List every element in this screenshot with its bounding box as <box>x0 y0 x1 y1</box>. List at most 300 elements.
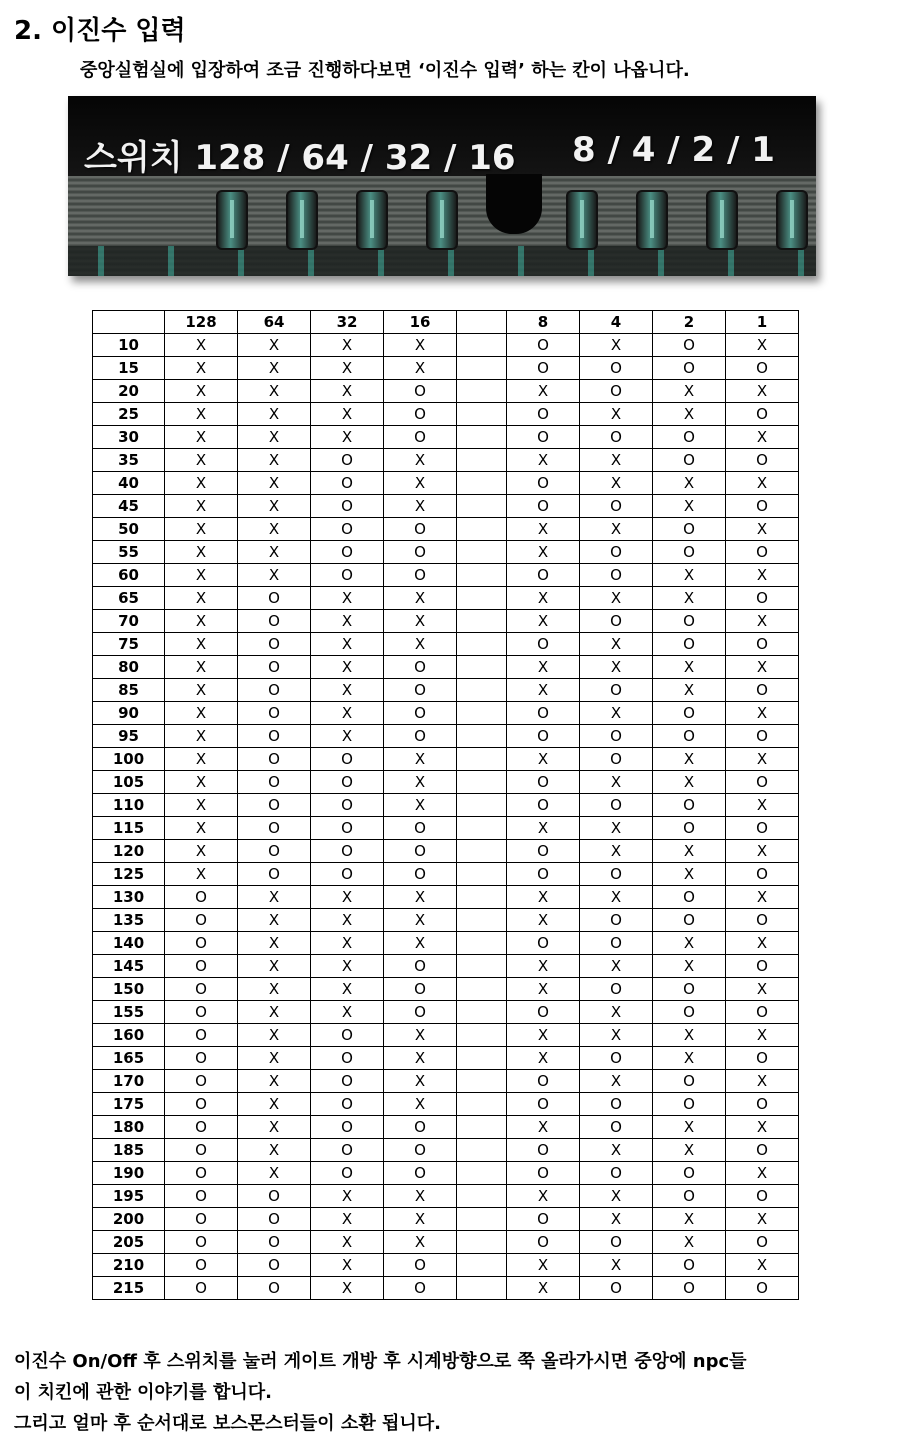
spacer-cell <box>457 1277 507 1300</box>
spacer-cell <box>457 587 507 610</box>
switch-state-cell: X <box>507 656 580 679</box>
switch-state-cell: X <box>653 1208 726 1231</box>
row-value-cell: 135 <box>93 909 165 932</box>
switch-state-cell: X <box>311 978 384 1001</box>
switch-state-cell: X <box>507 978 580 1001</box>
row-value-cell: 105 <box>93 771 165 794</box>
switch-state-cell: O <box>507 472 580 495</box>
switch-state-cell: X <box>580 656 653 679</box>
table-row <box>93 1162 799 1185</box>
switch-state-cell: O <box>726 541 799 564</box>
switch-state-cell: O <box>507 426 580 449</box>
switch-state-cell: O <box>165 1139 238 1162</box>
table-row <box>93 334 799 357</box>
switch-state-cell: X <box>311 1185 384 1208</box>
switch-state-cell: X <box>384 1024 457 1047</box>
switch-state-cell: X <box>238 495 311 518</box>
switch-state-cell: O <box>384 863 457 886</box>
spacer-cell <box>457 1254 507 1277</box>
switch-state-cell: O <box>165 1208 238 1231</box>
switch-state-cell: O <box>653 1093 726 1116</box>
spacer-cell <box>457 633 507 656</box>
spacer-cell <box>457 518 507 541</box>
switch-state-cell: X <box>726 748 799 771</box>
switch-state-cell: O <box>507 357 580 380</box>
switch-state-cell: X <box>384 1185 457 1208</box>
row-value-cell: 145 <box>93 955 165 978</box>
spacer-cell <box>457 886 507 909</box>
switch-state-cell: X <box>580 1070 653 1093</box>
switch-state-cell: O <box>580 380 653 403</box>
footer-text <box>14 1346 747 1439</box>
switch-state-cell: O <box>726 1231 799 1254</box>
switch-state-cell: O <box>384 1254 457 1277</box>
row-value-cell: 60 <box>93 564 165 587</box>
row-value-cell: 10 <box>93 334 165 357</box>
table-row <box>93 495 799 518</box>
switch-state-cell: X <box>580 633 653 656</box>
switch-state-cell: O <box>580 426 653 449</box>
switch-state-cell: O <box>507 495 580 518</box>
row-value-cell: 165 <box>93 1047 165 1070</box>
switch-state-cell: X <box>653 1024 726 1047</box>
switch-state-cell: X <box>238 449 311 472</box>
switch-state-cell: O <box>507 1231 580 1254</box>
switch-state-cell: O <box>238 1231 311 1254</box>
switch-state-cell: X <box>384 1093 457 1116</box>
table-row <box>93 357 799 380</box>
table-row <box>93 1024 799 1047</box>
spacer-cell <box>457 771 507 794</box>
table-row <box>93 1139 799 1162</box>
switch-pillar-icon <box>706 190 738 250</box>
switch-state-cell: X <box>384 771 457 794</box>
switch-state-cell: X <box>580 1208 653 1231</box>
switch-state-cell: X <box>238 357 311 380</box>
switch-state-cell: X <box>580 1001 653 1024</box>
switch-pillar-icon <box>216 190 248 250</box>
switch-state-cell: X <box>165 633 238 656</box>
switch-state-cell: O <box>580 863 653 886</box>
row-value-cell: 45 <box>93 495 165 518</box>
table-row <box>93 1001 799 1024</box>
switch-state-cell: X <box>653 587 726 610</box>
row-value-cell: 95 <box>93 725 165 748</box>
switch-state-cell: O <box>507 1070 580 1093</box>
switch-state-cell: X <box>726 840 799 863</box>
switch-state-cell: X <box>653 403 726 426</box>
switch-state-cell: O <box>311 1139 384 1162</box>
switch-state-cell: O <box>507 1139 580 1162</box>
table-row <box>93 1277 799 1300</box>
switch-state-cell: X <box>238 886 311 909</box>
switch-state-cell: X <box>653 955 726 978</box>
switch-state-cell: O <box>165 932 238 955</box>
switch-state-cell: X <box>507 587 580 610</box>
switch-state-cell: O <box>238 1254 311 1277</box>
switch-state-cell: X <box>165 725 238 748</box>
switch-state-cell: O <box>165 1162 238 1185</box>
switch-state-cell: X <box>507 1024 580 1047</box>
switch-state-cell: X <box>726 932 799 955</box>
switch-state-cell: O <box>507 840 580 863</box>
table-row <box>93 748 799 771</box>
switch-state-cell: O <box>507 863 580 886</box>
header-cell: 16 <box>384 311 457 334</box>
switch-state-cell: X <box>580 1139 653 1162</box>
switch-state-cell: X <box>384 886 457 909</box>
spacer-cell <box>457 932 507 955</box>
switch-state-cell: X <box>726 978 799 1001</box>
switch-state-cell: O <box>311 449 384 472</box>
spacer-cell <box>457 840 507 863</box>
header-cell: 1 <box>726 311 799 334</box>
switch-state-cell: O <box>165 909 238 932</box>
switch-state-cell: X <box>165 817 238 840</box>
spacer-cell <box>457 863 507 886</box>
switch-state-cell: X <box>384 794 457 817</box>
switch-state-cell: X <box>311 886 384 909</box>
switch-state-cell: O <box>653 1070 726 1093</box>
switch-state-cell: O <box>165 1070 238 1093</box>
switch-state-cell: O <box>311 771 384 794</box>
spacer-cell <box>457 1047 507 1070</box>
table-row <box>93 1093 799 1116</box>
header-cell: 64 <box>238 311 311 334</box>
switch-state-cell: O <box>238 725 311 748</box>
switch-state-cell: X <box>311 1231 384 1254</box>
switch-state-cell: X <box>165 840 238 863</box>
switch-state-cell: X <box>384 748 457 771</box>
switch-state-cell: O <box>311 1047 384 1070</box>
switch-state-cell: O <box>507 633 580 656</box>
switch-state-cell: O <box>311 748 384 771</box>
switch-state-cell: O <box>384 1116 457 1139</box>
switch-state-cell: X <box>580 1024 653 1047</box>
switch-state-cell: O <box>653 725 726 748</box>
switch-state-cell: O <box>311 564 384 587</box>
row-value-cell: 65 <box>93 587 165 610</box>
switch-state-cell: O <box>165 1231 238 1254</box>
switch-state-cell: O <box>580 978 653 1001</box>
spacer-cell <box>457 748 507 771</box>
switch-state-cell: X <box>311 1254 384 1277</box>
switch-state-cell: X <box>653 1231 726 1254</box>
switch-state-cell: O <box>653 633 726 656</box>
row-value-cell: 20 <box>93 380 165 403</box>
switch-state-cell: X <box>580 449 653 472</box>
switch-state-cell: O <box>726 771 799 794</box>
table-row <box>93 587 799 610</box>
spacer-cell <box>457 541 507 564</box>
row-value-cell: 100 <box>93 748 165 771</box>
switch-state-cell: X <box>165 426 238 449</box>
binary-switch-table <box>92 310 799 1300</box>
switch-state-cell: X <box>165 656 238 679</box>
switch-state-cell: O <box>580 1093 653 1116</box>
row-value-cell: 115 <box>93 817 165 840</box>
switch-state-cell: X <box>653 495 726 518</box>
switch-state-cell: O <box>653 817 726 840</box>
row-value-cell: 150 <box>93 978 165 1001</box>
switch-state-cell: O <box>580 909 653 932</box>
switch-state-cell: X <box>311 679 384 702</box>
switch-state-cell: O <box>165 1047 238 1070</box>
row-value-cell: 110 <box>93 794 165 817</box>
switch-state-cell: X <box>726 886 799 909</box>
table-row <box>93 564 799 587</box>
switch-state-cell: X <box>311 656 384 679</box>
switch-state-cell: O <box>384 1001 457 1024</box>
table-row <box>93 1208 799 1231</box>
banner-floor-lights <box>68 246 816 276</box>
switch-state-cell: O <box>384 541 457 564</box>
row-value-cell: 175 <box>93 1093 165 1116</box>
switch-state-cell: X <box>384 610 457 633</box>
switch-state-cell: O <box>384 679 457 702</box>
row-value-cell: 210 <box>93 1254 165 1277</box>
switch-state-cell: O <box>238 610 311 633</box>
switch-state-cell: X <box>653 472 726 495</box>
switch-state-cell: X <box>311 1277 384 1300</box>
switch-state-cell: X <box>165 518 238 541</box>
table-row <box>93 1070 799 1093</box>
banner-center-notch <box>486 174 542 234</box>
switch-state-cell: O <box>726 909 799 932</box>
switch-state-cell: O <box>653 1185 726 1208</box>
row-value-cell: 120 <box>93 840 165 863</box>
switch-state-cell: O <box>507 403 580 426</box>
switch-state-cell: O <box>726 817 799 840</box>
table-row <box>93 817 799 840</box>
switch-state-cell: O <box>384 702 457 725</box>
switch-state-cell: X <box>726 1254 799 1277</box>
spacer-cell <box>457 495 507 518</box>
switch-state-cell: X <box>165 702 238 725</box>
switch-state-cell: X <box>384 334 457 357</box>
table-row <box>93 771 799 794</box>
switch-state-cell: X <box>165 863 238 886</box>
switch-state-cell: X <box>311 403 384 426</box>
switch-state-cell: O <box>653 518 726 541</box>
switch-state-cell: X <box>726 702 799 725</box>
switch-state-cell: O <box>165 1001 238 1024</box>
switch-state-cell: O <box>653 794 726 817</box>
switch-state-cell: O <box>653 610 726 633</box>
switch-state-cell: O <box>238 1185 311 1208</box>
switch-state-cell: O <box>238 679 311 702</box>
switch-state-cell: X <box>580 840 653 863</box>
switch-state-cell: O <box>653 334 726 357</box>
switch-state-cell: X <box>238 380 311 403</box>
switch-state-cell: X <box>311 357 384 380</box>
spacer-cell <box>457 1208 507 1231</box>
switch-pillar-icon <box>426 190 458 250</box>
switch-state-cell: O <box>311 1116 384 1139</box>
switch-state-cell: X <box>238 1162 311 1185</box>
switch-state-cell: O <box>653 449 726 472</box>
switch-state-cell: O <box>653 426 726 449</box>
switch-state-cell: X <box>238 518 311 541</box>
switch-state-cell: X <box>238 1024 311 1047</box>
switch-state-cell: O <box>238 748 311 771</box>
switch-state-cell: X <box>580 518 653 541</box>
switch-state-cell: O <box>580 748 653 771</box>
switch-state-cell: X <box>580 334 653 357</box>
switch-state-cell: X <box>165 564 238 587</box>
switch-state-cell: O <box>311 518 384 541</box>
switch-state-cell: X <box>507 679 580 702</box>
switch-state-cell: X <box>311 587 384 610</box>
switch-state-cell: X <box>384 495 457 518</box>
table-row <box>93 472 799 495</box>
row-value-cell: 85 <box>93 679 165 702</box>
switch-state-cell: X <box>580 1185 653 1208</box>
row-value-cell: 190 <box>93 1162 165 1185</box>
switch-state-cell: O <box>726 725 799 748</box>
spacer-cell <box>457 1139 507 1162</box>
row-value-cell: 160 <box>93 1024 165 1047</box>
switch-state-cell: X <box>311 955 384 978</box>
switch-state-cell: O <box>580 1047 653 1070</box>
switch-state-cell: O <box>726 357 799 380</box>
switch-state-cell: O <box>311 472 384 495</box>
switch-state-cell: O <box>165 978 238 1001</box>
switch-state-cell: O <box>384 725 457 748</box>
page-title: 2. 이진수 입력 <box>14 16 186 46</box>
switch-state-cell: X <box>653 748 726 771</box>
switch-state-cell: X <box>580 955 653 978</box>
switch-state-cell: O <box>384 426 457 449</box>
switch-state-cell: O <box>580 1162 653 1185</box>
switch-state-cell: O <box>384 840 457 863</box>
switch-state-cell: X <box>238 1139 311 1162</box>
switch-state-cell: X <box>165 449 238 472</box>
switch-state-cell: O <box>384 1162 457 1185</box>
table-row <box>93 610 799 633</box>
switch-state-cell: O <box>507 794 580 817</box>
switch-state-cell: X <box>238 1093 311 1116</box>
spacer-cell <box>457 679 507 702</box>
switch-state-cell: X <box>384 449 457 472</box>
switch-state-cell: X <box>507 1277 580 1300</box>
switch-state-cell: O <box>384 1277 457 1300</box>
switch-state-cell: O <box>507 771 580 794</box>
spacer-cell <box>457 380 507 403</box>
switch-state-cell: O <box>165 1185 238 1208</box>
table-header-row <box>93 311 799 334</box>
switch-state-cell: O <box>311 1093 384 1116</box>
row-value-cell: 205 <box>93 1231 165 1254</box>
spacer-cell <box>457 472 507 495</box>
switch-pillar-icon <box>776 190 808 250</box>
switch-state-cell: X <box>384 909 457 932</box>
switch-state-cell: O <box>311 1162 384 1185</box>
switch-state-cell: O <box>384 817 457 840</box>
switch-state-cell: O <box>726 955 799 978</box>
switch-state-cell: O <box>165 886 238 909</box>
switch-state-cell: X <box>311 1001 384 1024</box>
switch-state-cell: X <box>165 794 238 817</box>
switch-state-cell: X <box>507 1047 580 1070</box>
switch-state-cell: X <box>311 426 384 449</box>
switch-state-cell: X <box>726 610 799 633</box>
header-cell: 128 <box>165 311 238 334</box>
switch-state-cell: X <box>726 518 799 541</box>
switch-state-cell: X <box>507 541 580 564</box>
spacer-cell <box>457 564 507 587</box>
switch-state-cell: O <box>311 541 384 564</box>
switch-state-cell: O <box>311 817 384 840</box>
switch-state-cell: O <box>726 1001 799 1024</box>
header-cell: 2 <box>653 311 726 334</box>
switch-state-cell: O <box>311 1070 384 1093</box>
switch-state-cell: O <box>653 978 726 1001</box>
switch-state-cell: O <box>507 932 580 955</box>
switch-state-cell: O <box>507 564 580 587</box>
table-row <box>93 794 799 817</box>
switch-state-cell: O <box>726 863 799 886</box>
row-value-cell: 130 <box>93 886 165 909</box>
row-value-cell: 30 <box>93 426 165 449</box>
row-value-cell: 90 <box>93 702 165 725</box>
row-value-cell: 195 <box>93 1185 165 1208</box>
table-row <box>93 403 799 426</box>
table-row <box>93 932 799 955</box>
switch-state-cell: O <box>507 1208 580 1231</box>
switch-state-cell: X <box>580 403 653 426</box>
switch-state-cell: X <box>165 541 238 564</box>
switch-state-cell: X <box>726 1162 799 1185</box>
switch-state-cell: X <box>165 334 238 357</box>
switch-state-cell: X <box>384 932 457 955</box>
switch-state-cell: X <box>726 426 799 449</box>
switch-state-cell: O <box>384 1139 457 1162</box>
switch-state-cell: X <box>653 679 726 702</box>
switch-state-cell: O <box>726 1047 799 1070</box>
switch-state-cell: X <box>165 495 238 518</box>
switch-state-cell: X <box>238 541 311 564</box>
switch-state-cell: O <box>384 564 457 587</box>
switch-state-cell: X <box>311 725 384 748</box>
footer-line: 이 치킨에 관한 이야기를 합니다. <box>14 1382 272 1403</box>
switch-state-cell: X <box>653 380 726 403</box>
switch-state-cell: O <box>165 1254 238 1277</box>
switch-state-cell: O <box>165 1024 238 1047</box>
switch-state-cell: X <box>311 702 384 725</box>
spacer-cell <box>457 357 507 380</box>
switch-state-cell: X <box>507 909 580 932</box>
switch-state-cell: X <box>238 1001 311 1024</box>
table-row <box>93 955 799 978</box>
switch-banner-image <box>68 96 816 276</box>
row-value-cell: 180 <box>93 1116 165 1139</box>
switch-state-cell: X <box>238 334 311 357</box>
switch-state-cell: O <box>384 978 457 1001</box>
switch-state-cell: O <box>580 357 653 380</box>
switch-state-cell: O <box>653 541 726 564</box>
switch-state-cell: X <box>653 1139 726 1162</box>
switch-state-cell: X <box>238 1047 311 1070</box>
switch-state-cell: O <box>726 1185 799 1208</box>
switch-state-cell: O <box>507 1093 580 1116</box>
switch-state-cell: X <box>384 1208 457 1231</box>
row-value-cell: 40 <box>93 472 165 495</box>
switch-state-cell: O <box>726 1139 799 1162</box>
switch-state-cell: O <box>726 1277 799 1300</box>
banner-switch-label-high: 스위치 128 / 64 / 32 / 16 <box>84 138 516 178</box>
spacer-cell <box>457 909 507 932</box>
